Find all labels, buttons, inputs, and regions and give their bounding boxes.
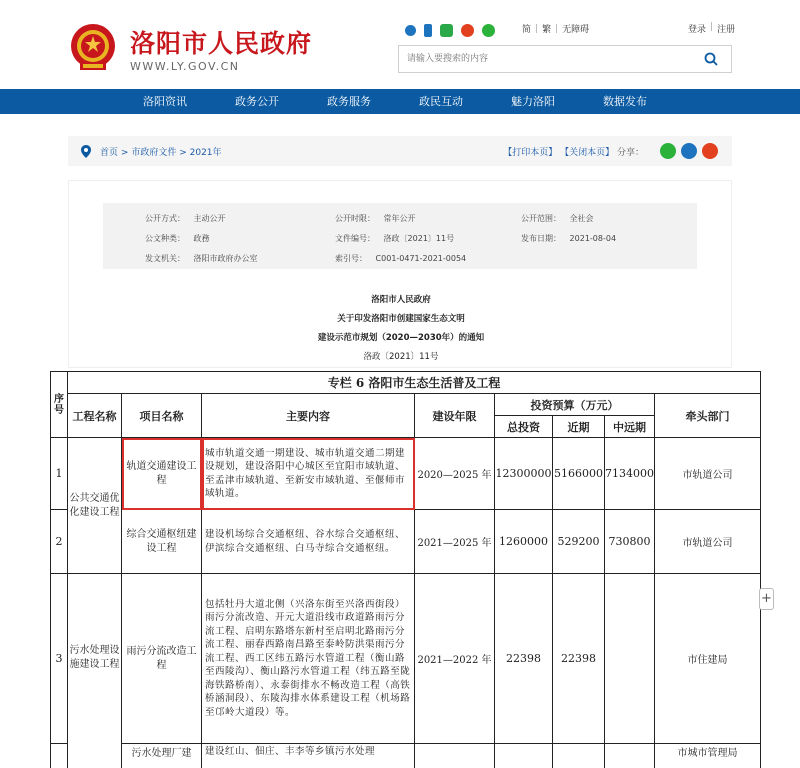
meta-value: 政務 — [193, 234, 210, 243]
project-content: 建设机场综合交通枢纽、谷水综合交通枢纽、伊滨综合交通枢纽、白马寺综合交通枢纽。 — [202, 510, 415, 574]
row-seq — [51, 744, 68, 768]
header-total: 总投资 — [495, 416, 553, 438]
meta-disclosure-scope — [521, 213, 594, 224]
register-link[interactable]: 注册 — [717, 25, 736, 35]
nav-item-charm[interactable]: 魅力洛阳 — [511, 95, 555, 108]
doc-issuer: 洛阳市人民政府 — [371, 295, 431, 305]
meta-issuer — [145, 253, 258, 264]
share-buttons — [660, 143, 718, 159]
budget-near — [553, 744, 605, 768]
lead-department: 市住建局 — [655, 574, 761, 744]
doc-number: 洛政〔2021〕11号 — [363, 352, 439, 362]
meta-label: 索引号： — [335, 254, 367, 263]
budget-mid-long — [605, 744, 655, 768]
meta-publish-date — [521, 233, 616, 244]
project-years: 2021—2025 年 — [415, 510, 495, 574]
table-row — [51, 744, 761, 768]
budget-total — [495, 744, 553, 768]
main-nav — [0, 89, 800, 114]
nav-item-news[interactable]: 洛阳资讯 — [143, 95, 187, 108]
app-icons — [405, 24, 495, 37]
meta-label: 文件编号： — [335, 234, 375, 243]
mobile-icon[interactable] — [424, 24, 432, 37]
budget-mid-long: 730800 — [605, 510, 655, 574]
nav-item-interaction[interactable]: 政民互动 — [419, 95, 463, 108]
budget-total: 1260000 — [495, 510, 553, 574]
share-wechat-icon[interactable] — [660, 143, 676, 159]
header-lead: 牵头部门 — [655, 394, 761, 438]
wechat-icon[interactable] — [482, 24, 495, 37]
national-emblem-icon — [68, 22, 118, 74]
search-icon — [704, 52, 718, 66]
lead-department: 市城市管理局 — [655, 744, 761, 768]
meta-value: 常年公开 — [383, 214, 416, 223]
table-caption: 专栏 6 洛阳市生态生活普及工程 — [68, 372, 761, 394]
divider: | — [555, 23, 559, 34]
document-card — [68, 180, 732, 368]
meta-disclosure-time — [335, 213, 416, 224]
app-icon[interactable] — [440, 24, 453, 37]
project-years: 2021—2022 年 — [415, 574, 495, 744]
site-header — [0, 0, 800, 88]
budget-total: 12300000 — [495, 438, 553, 510]
header-content: 主要内容 — [202, 394, 415, 438]
breadcrumb-year[interactable]: 2021年 — [189, 148, 222, 158]
budget-near: 529200 — [553, 510, 605, 574]
budget-near: 22398 — [553, 574, 605, 744]
table-row — [51, 574, 761, 744]
breadcrumb-separator: > — [120, 148, 129, 158]
header-seq — [51, 372, 68, 438]
nav-item-gov-affairs[interactable]: 政务公开 — [235, 95, 279, 108]
document-meta — [103, 203, 697, 269]
site-title[interactable]: 洛阳市人民政府 — [130, 29, 313, 58]
search-input[interactable] — [399, 46, 689, 72]
meta-label: 发文机关： — [145, 254, 185, 263]
meta-value: 2021-08-04 — [569, 234, 617, 243]
login-link[interactable]: 登录 — [688, 25, 707, 35]
doc-title-line2: 建设示范市规划（2020—2030年）的通知 — [317, 333, 485, 343]
header-seq-text: 序号 — [54, 393, 64, 416]
meta-doc-number — [335, 233, 454, 244]
project-name: 污水处理厂建 — [122, 744, 202, 768]
row-seq: 2 — [51, 510, 68, 574]
breadcrumb-home[interactable]: 首页 — [100, 148, 119, 158]
share-qzone-icon[interactable] — [681, 143, 697, 159]
project-name: 轨道交通建设工程 — [122, 438, 202, 510]
header-years: 建设年限 — [415, 394, 495, 438]
group-name: 污水处理设施建设工程 — [68, 574, 122, 768]
budget-mid-long: 7134000 — [605, 438, 655, 510]
meta-value: 主动公开 — [193, 214, 226, 223]
header-near: 近期 — [553, 416, 605, 438]
document-heading — [69, 293, 733, 369]
breadcrumb-gov-docs[interactable]: 市政府文件 — [131, 148, 177, 158]
header-mid-long: 中远期 — [605, 416, 655, 438]
search-box — [398, 45, 732, 73]
breadcrumb — [100, 145, 222, 158]
project-name: 综合交通枢纽建设工程 — [122, 510, 202, 574]
meta-label: 公文种类： — [145, 234, 185, 243]
row-seq: 1 — [51, 438, 68, 510]
auth-links — [688, 22, 735, 35]
share-label: 分享： — [616, 148, 644, 158]
header-project-name: 项目名称 — [122, 394, 202, 438]
meta-doc-type — [145, 233, 210, 244]
close-link[interactable]: 【关闭本页】 — [560, 148, 615, 158]
header-budget: 投资预算（万元） — [495, 394, 655, 416]
meta-value: 全社会 — [569, 214, 594, 223]
meta-value: 洛政〔2021〕11号 — [383, 234, 455, 243]
header-project-type: 工程名称 — [68, 394, 122, 438]
project-content: 建设红山、佃庄、丰李等乡镇污水处理 — [202, 744, 415, 768]
site-url[interactable]: WWW.LY.GOV.CN — [130, 60, 240, 73]
doc-title-line1: 关于印发洛阳市创建国家生态文明 — [337, 314, 465, 324]
nav-item-data[interactable]: 数据发布 — [603, 95, 647, 108]
project-years — [415, 744, 495, 768]
budget-total: 22398 — [495, 574, 553, 744]
group-name: 公共交通优化建设工程 — [68, 438, 122, 574]
share-weibo-icon[interactable] — [702, 143, 718, 159]
meta-index — [335, 253, 466, 264]
divider: | — [710, 22, 714, 32]
breadcrumb-separator: > — [179, 148, 187, 158]
lead-department: 市轨道公司 — [655, 438, 761, 510]
traditional-link[interactable]: 繁 — [542, 25, 552, 35]
meta-label: 公开时限： — [335, 214, 375, 223]
project-content: 城市轨道交通一期建设、城市轨道交通二期建设规划，建设洛阳中心城区至宜阳市域轨道、至孟津市域轨道、至新安市域轨道、至偃师市域轨道。 — [202, 438, 415, 510]
meta-value: 洛阳市政府办公室 — [193, 254, 258, 263]
location-pin-icon — [81, 145, 91, 158]
search-button[interactable] — [691, 46, 731, 72]
language-links — [522, 22, 589, 35]
expand-button[interactable]: + — [759, 588, 774, 610]
meta-label: 发布日期： — [521, 234, 561, 243]
meta-value: C001-0471-2021-0054 — [375, 254, 467, 263]
budget-near: 5166000 — [553, 438, 605, 510]
lead-department: 市轨道公司 — [655, 510, 761, 574]
print-link[interactable]: 【打印本页】 — [503, 148, 558, 158]
nav-item-services[interactable]: 政务服务 — [327, 95, 371, 108]
row-seq: 3 — [51, 574, 68, 744]
project-years: 2020—2025 年 — [415, 438, 495, 510]
breadcrumb-bar — [68, 136, 732, 166]
divider: | — [535, 23, 539, 34]
meta-disclosure-method — [145, 213, 226, 224]
budget-mid-long — [605, 574, 655, 744]
meta-label: 公开方式： — [145, 214, 185, 223]
website-icon[interactable] — [405, 25, 416, 36]
weibo-icon[interactable] — [461, 24, 474, 37]
project-name: 雨污分流改造工程 — [122, 574, 202, 744]
project-content: 包括牡丹大道北侧（兴洛东街至兴洛西街段）雨污分流改造、开元大道沿线市政道路雨污分流工程、启明东路塔东新村至启明北路雨污分流工程、丽春西路南昌路至泰岭防洪渠雨污分流工程、西工区纬五路污水管道工程（衡山路至西陵沟）、衡山路污水管道工程（纬五路至陇海铁路桥南）、永泰街排水不畅改造工程（高铁桥涵洞段）、东陵沟排水体系建设工程（机场路至邙岭大道段）等。 — [202, 574, 415, 744]
accessibility-link[interactable]: 无障碍 — [562, 25, 590, 35]
meta-label: 公开范围： — [521, 214, 561, 223]
table-row — [51, 438, 761, 510]
table-row — [51, 510, 761, 574]
page-tools — [503, 145, 644, 158]
project-table — [50, 371, 760, 768]
simplified-link[interactable]: 简 — [522, 25, 532, 35]
